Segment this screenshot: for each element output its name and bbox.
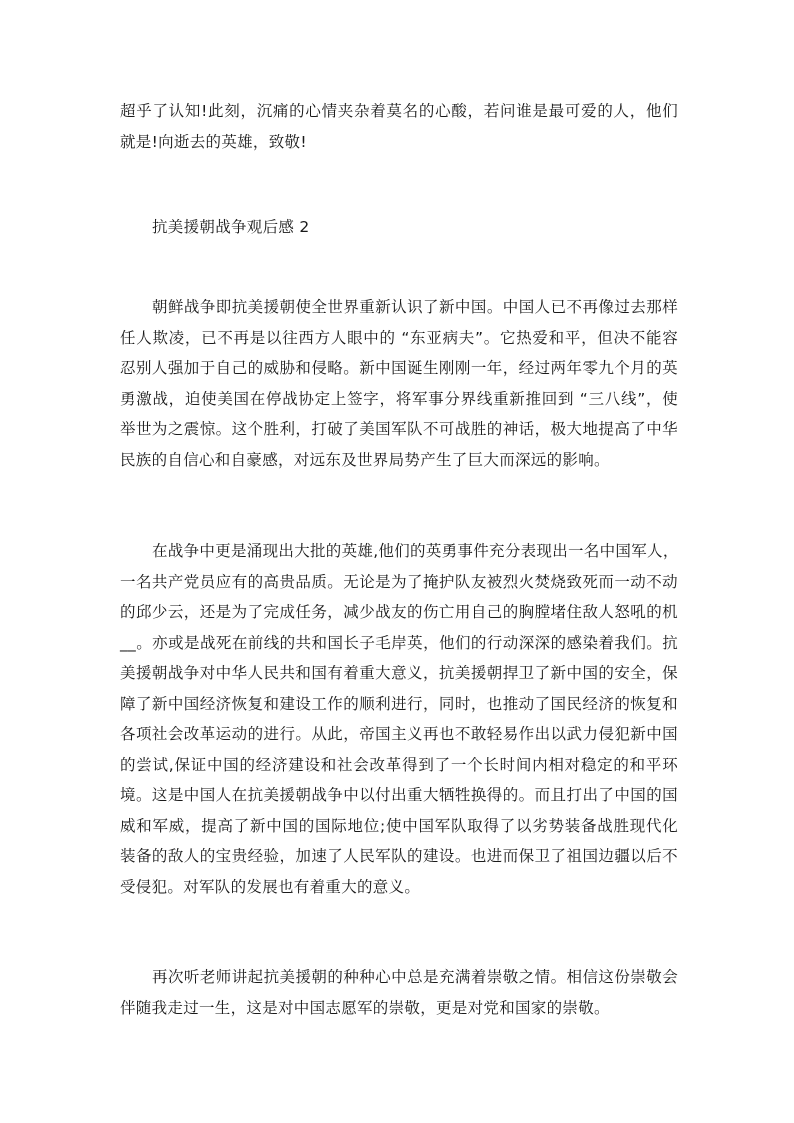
text-line: 障了新中国经济恢复和建设工作的顺利进行，同时，也推动了国民经济的恢复和: [120, 694, 678, 713]
text-line: 威和军威，提高了新中国的国际地位;使中国军队取得了以劣势装备战胜现代化: [120, 816, 678, 835]
text-line: 伴随我走过一生，这是对中国志愿军的崇敬，更是对党和国家的崇敬。: [120, 998, 610, 1017]
text-line: 忍别人强加于自己的威胁和侵略。新中国诞生刚刚一年，经过两年零九个月的英: [120, 359, 678, 377]
paragraph-1: [120, 292, 678, 475]
text-line: 境。这是中国人在抗美援朝战争中以付出重大牺牲换得的。而且打出了中国的国: [120, 786, 678, 804]
text-line: 美援朝战争对中华人民共和国有着重大意义，抗美援朝捍卫了新中国的安全，保: [120, 664, 678, 682]
section-heading: 抗美援朝战争观后感 2: [152, 218, 310, 236]
text-line: __。亦或是战死在前线的共和国长子毛岸英，他们的行动深深的感染着我们。抗: [120, 633, 678, 652]
text-line: 朝鲜战争即抗美援朝使全世界重新认识了新中国。中国人已不再像过去那样: [152, 298, 678, 316]
text-line: 的邱少云，还是为了完成任务，减少战友的伤亡用自己的胸膛堵住敌人怒吼的机: [120, 603, 678, 621]
text-line: 再次听老师讲起抗美援朝的种种心中总是充满着崇敬之情。相信这份崇敬会: [152, 968, 678, 986]
text-line: 一名共产党员应有的高贵品质。无论是为了掩护队友被烈火焚烧致死而一动不动: [120, 572, 678, 591]
intro-paragraph: [120, 96, 678, 157]
paragraph-3: [120, 962, 678, 1023]
text-line: 勇激战，迫使美国在停战协定上签字，将军事分界线重新推回到 “三八线”，使: [120, 389, 678, 408]
text-line: 任人欺凌，已不再是以往西方人眼中的 “东亚病夫”。它热爱和平，但决不能容: [120, 328, 678, 347]
text-line: 就是!向逝去的英雄，致敬!: [120, 132, 307, 151]
text-line: 装备的敌人的宝贵经验，加速了人民军队的建设。也进而保卫了祖国边疆以后不: [120, 847, 678, 865]
text-line: 举世为之震惊。这个胜利，打破了美国军队不可战胜的神话，极大地提高了中华: [120, 420, 678, 438]
paragraph-2: [120, 536, 678, 902]
text-line: 受侵犯。对军队的发展也有着重大的意义。: [120, 877, 421, 896]
text-line: 各项社会改革运动的进行。从此，帝国主义再也不敢轻易作出以武力侵犯新中国: [120, 725, 678, 743]
text-line: 在战争中更是涌现出大批的英雄,他们的英勇事件充分表现出一名中国军人，: [152, 542, 679, 560]
text-line: 的尝试,保证中国的经济建设和社会改革得到了一个长时间内相对稳定的和平环: [120, 755, 678, 774]
text-line: 民族的自信心和自豪感，对远东及世界局势产生了巨大而深远的影响。: [120, 450, 610, 469]
text-line: 超乎了认知!此刻，沉痛的心情夹杂着莫名的心酸，若问谁是最可爱的人，他们: [120, 102, 678, 120]
